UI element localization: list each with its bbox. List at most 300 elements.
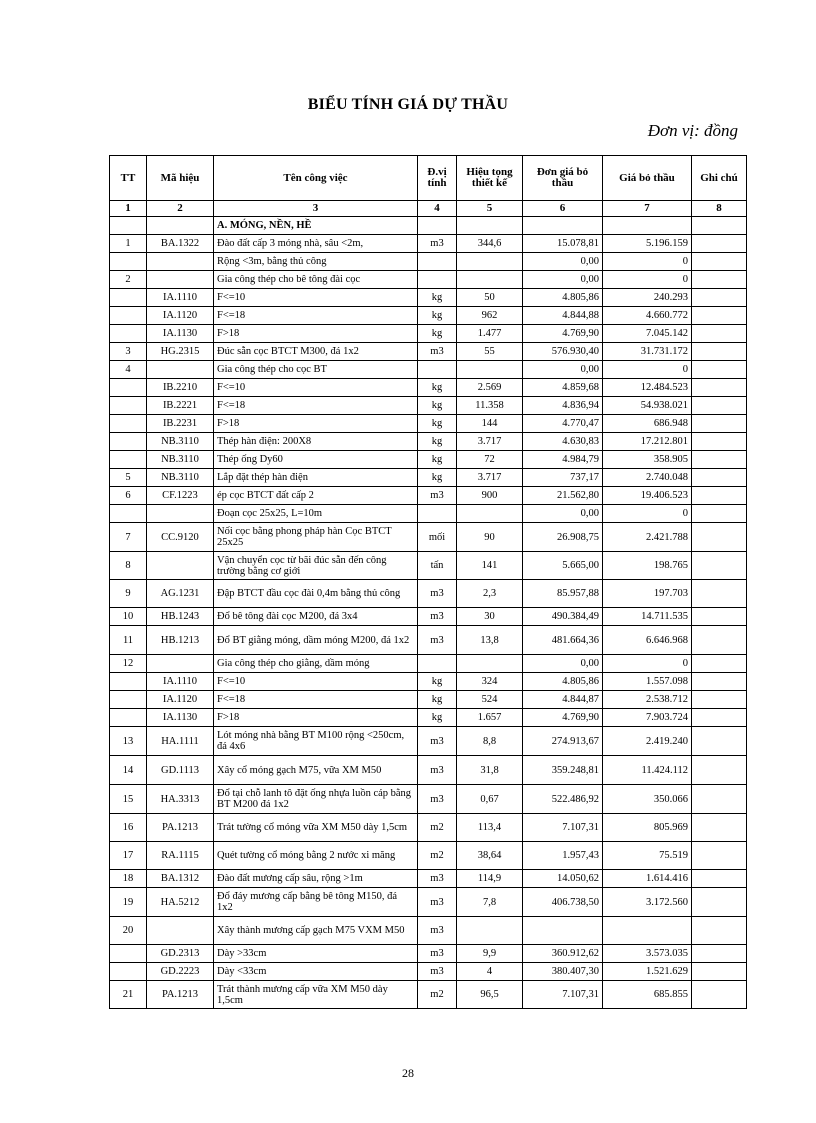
cell-gia-bo-thau: 14.711.535 (603, 608, 692, 626)
table-row (110, 451, 747, 469)
cell-ten-cong-viec: A. MÓNG, NỀN, HỀ (214, 217, 418, 235)
cell-tt (110, 415, 147, 433)
cell-dv-tinh (418, 505, 457, 523)
cell-ma-hieu: IA.1120 (147, 691, 214, 709)
cell-gia-bo-thau (603, 217, 692, 235)
cell-dv-tinh: kg (418, 415, 457, 433)
cell-gia-bo-thau: 11.424.112 (603, 756, 692, 785)
cell-ma-hieu (147, 361, 214, 379)
cell-ma-hieu: HB.1243 (147, 608, 214, 626)
cell-hieu-tong (457, 271, 523, 289)
cell-ma-hieu: IA.1130 (147, 325, 214, 343)
cell-ghi-chu (692, 945, 747, 963)
cell-dv-tinh: kg (418, 691, 457, 709)
cell-don-gia: 0,00 (523, 655, 603, 673)
cell-dv-tinh: m3 (418, 785, 457, 814)
cell-gia-bo-thau: 5.196.159 (603, 235, 692, 253)
cell-ten-cong-viec: F>18 (214, 415, 418, 433)
cell-tt: 7 (110, 523, 147, 552)
cell-ten-cong-viec: Đổ đáy mương cấp bằng bê tông M150, đá 1x2 (214, 888, 418, 917)
table-row (110, 655, 747, 673)
table-row (110, 325, 747, 343)
cell-ten-cong-viec: F<=10 (214, 673, 418, 691)
cell-dv-tinh (418, 361, 457, 379)
cell-ten-cong-viec: Đúc sẵn cọc BTCT M300, đá 1x2 (214, 343, 418, 361)
cell-gia-bo-thau: 1.521.629 (603, 963, 692, 981)
cell-ma-hieu: IB.2210 (147, 379, 214, 397)
cell-don-gia: 406.738,50 (523, 888, 603, 917)
table-row (110, 343, 747, 361)
cell-hieu-tong: 50 (457, 289, 523, 307)
cell-tt: 21 (110, 981, 147, 1009)
cell-hieu-tong: 114,9 (457, 870, 523, 888)
cell-don-gia: 4.844,88 (523, 307, 603, 325)
cell-ten-cong-viec: F<=18 (214, 397, 418, 415)
cell-ghi-chu (692, 756, 747, 785)
cell-ghi-chu (692, 655, 747, 673)
header-gia-bo-thau: Giá bỏ thầu (603, 156, 692, 201)
cell-gia-bo-thau (603, 917, 692, 945)
cell-hieu-tong: 1.657 (457, 709, 523, 727)
cell-hieu-tong (457, 253, 523, 271)
column-number-row (110, 201, 747, 217)
cell-ghi-chu (692, 552, 747, 580)
cell-ghi-chu (692, 842, 747, 870)
column-number: 5 (457, 201, 523, 217)
header-hieu-tong: Hiệu tọng thiết kế (457, 156, 523, 201)
cell-ten-cong-viec: Dày >33cm (214, 945, 418, 963)
cell-ten-cong-viec: F<=18 (214, 307, 418, 325)
cell-ghi-chu (692, 397, 747, 415)
cell-don-gia: 274.913,67 (523, 727, 603, 756)
cell-ma-hieu: BA.1312 (147, 870, 214, 888)
cell-ghi-chu (692, 523, 747, 552)
page-number: 28 (402, 1066, 414, 1080)
cell-ghi-chu (692, 626, 747, 655)
cell-ten-cong-viec: Xây cổ móng gạch M75, vữa XM M50 (214, 756, 418, 785)
cell-don-gia: 4.769,90 (523, 325, 603, 343)
cell-hieu-tong: 4 (457, 963, 523, 981)
table-row (110, 433, 747, 451)
page-title: BIỂU TÍNH GIÁ DỰ THẦU (307, 96, 509, 113)
cell-tt (110, 289, 147, 307)
cell-hieu-tong: 7,8 (457, 888, 523, 917)
cell-gia-bo-thau: 685.855 (603, 981, 692, 1009)
table-row (110, 505, 747, 523)
cell-hieu-tong: 3.717 (457, 469, 523, 487)
cell-don-gia: 737,17 (523, 469, 603, 487)
cell-ghi-chu (692, 379, 747, 397)
cell-gia-bo-thau: 7.903.724 (603, 709, 692, 727)
cell-ghi-chu (692, 361, 747, 379)
table-row (110, 415, 747, 433)
cell-tt (110, 945, 147, 963)
cell-tt (110, 505, 147, 523)
cell-ten-cong-viec: F<=10 (214, 379, 418, 397)
cell-tt: 13 (110, 727, 147, 756)
cell-ghi-chu (692, 307, 747, 325)
cell-tt: 16 (110, 814, 147, 842)
cell-dv-tinh: m3 (418, 727, 457, 756)
table-row (110, 917, 747, 945)
currency-unit: Đơn vị: đồng (647, 121, 738, 140)
cell-ten-cong-viec: Lắp đặt thép hàn điện (214, 469, 418, 487)
header-don-gia: Đơn giá bỏ thầu (523, 156, 603, 201)
cell-dv-tinh (418, 253, 457, 271)
cell-gia-bo-thau: 0 (603, 505, 692, 523)
cell-ghi-chu (692, 691, 747, 709)
cell-dv-tinh: m3 (418, 870, 457, 888)
cell-don-gia: 15.078,81 (523, 235, 603, 253)
cell-hieu-tong: 962 (457, 307, 523, 325)
cell-hieu-tong (457, 361, 523, 379)
cell-don-gia: 5.665,00 (523, 552, 603, 580)
cell-ghi-chu (692, 727, 747, 756)
cell-ghi-chu (692, 253, 747, 271)
cell-hieu-tong: 96,5 (457, 981, 523, 1009)
cell-ten-cong-viec: Thép ống Dy60 (214, 451, 418, 469)
table-row (110, 523, 747, 552)
cell-hieu-tong: 2.569 (457, 379, 523, 397)
cell-ten-cong-viec: Lót móng nhà bằng BT M100 rộng <250cm, đá 4x6 (214, 727, 418, 756)
cell-tt: 17 (110, 842, 147, 870)
cell-hieu-tong: 90 (457, 523, 523, 552)
cell-ten-cong-viec: Đổ BT giằng móng, dầm móng M200, đá 1x2 (214, 626, 418, 655)
cell-tt: 8 (110, 552, 147, 580)
cell-don-gia: 7.107,31 (523, 814, 603, 842)
table-row (110, 785, 747, 814)
cell-dv-tinh: kg (418, 451, 457, 469)
cell-don-gia: 4.859,68 (523, 379, 603, 397)
cell-hieu-tong: 524 (457, 691, 523, 709)
cell-don-gia: 380.407,30 (523, 963, 603, 981)
table-row (110, 580, 747, 608)
cell-gia-bo-thau: 0 (603, 271, 692, 289)
cell-hieu-tong: 30 (457, 608, 523, 626)
header-dv-tinh: Đ.vị tính (418, 156, 457, 201)
table-row (110, 379, 747, 397)
cell-tt: 20 (110, 917, 147, 945)
cell-don-gia: 0,00 (523, 361, 603, 379)
cell-hieu-tong: 2,3 (457, 580, 523, 608)
cell-don-gia: 0,00 (523, 505, 603, 523)
cell-dv-tinh: m3 (418, 235, 457, 253)
cell-gia-bo-thau: 75.519 (603, 842, 692, 870)
table-row (110, 469, 747, 487)
cell-tt (110, 451, 147, 469)
cell-don-gia: 4.769,90 (523, 709, 603, 727)
cell-ma-hieu (147, 552, 214, 580)
cell-don-gia (523, 917, 603, 945)
cell-hieu-tong: 9,9 (457, 945, 523, 963)
cell-dv-tinh: kg (418, 673, 457, 691)
cell-gia-bo-thau: 2.538.712 (603, 691, 692, 709)
cell-tt (110, 307, 147, 325)
table-row (110, 981, 747, 1009)
table-row (110, 626, 747, 655)
cell-tt (110, 691, 147, 709)
cell-ma-hieu: IB.2231 (147, 415, 214, 433)
cell-tt: 14 (110, 756, 147, 785)
table-row (110, 842, 747, 870)
table-row (110, 608, 747, 626)
cell-ten-cong-viec: Đào đất cấp 3 móng nhà, sâu <2m, (214, 235, 418, 253)
cell-ma-hieu: NB.3110 (147, 451, 214, 469)
cell-ma-hieu: HB.1213 (147, 626, 214, 655)
cell-dv-tinh: m3 (418, 580, 457, 608)
table-row (110, 271, 747, 289)
cell-gia-bo-thau: 686.948 (603, 415, 692, 433)
cell-don-gia: 1.957,43 (523, 842, 603, 870)
cell-tt: 2 (110, 271, 147, 289)
cell-dv-tinh: m3 (418, 487, 457, 505)
cell-dv-tinh: kg (418, 379, 457, 397)
cell-gia-bo-thau: 2.419.240 (603, 727, 692, 756)
cell-gia-bo-thau: 12.484.523 (603, 379, 692, 397)
cell-ghi-chu (692, 415, 747, 433)
cell-tt (110, 433, 147, 451)
cell-gia-bo-thau: 17.212.801 (603, 433, 692, 451)
cell-ma-hieu: CC.9120 (147, 523, 214, 552)
column-number: 1 (110, 201, 147, 217)
cell-hieu-tong: 113,4 (457, 814, 523, 842)
cell-ten-cong-viec: Xây thành mương cấp gạch M75 VXM M50 (214, 917, 418, 945)
table-row (110, 307, 747, 325)
cell-hieu-tong (457, 917, 523, 945)
cell-dv-tinh: m3 (418, 608, 457, 626)
cell-dv-tinh: mối (418, 523, 457, 552)
cell-don-gia: 4.984,79 (523, 451, 603, 469)
cell-don-gia: 4.770,47 (523, 415, 603, 433)
cell-hieu-tong: 3.717 (457, 433, 523, 451)
cell-hieu-tong: 11.358 (457, 397, 523, 415)
cell-hieu-tong: 324 (457, 673, 523, 691)
cell-ten-cong-viec: Đổ bê tông đài cọc M200, đá 3x4 (214, 608, 418, 626)
cell-ma-hieu: IA.1120 (147, 307, 214, 325)
table-row (110, 235, 747, 253)
cell-gia-bo-thau: 805.969 (603, 814, 692, 842)
table-row (110, 691, 747, 709)
cell-tt (110, 379, 147, 397)
cell-ten-cong-viec: ép cọc BTCT đất cấp 2 (214, 487, 418, 505)
cell-gia-bo-thau: 1.614.416 (603, 870, 692, 888)
cell-dv-tinh: m2 (418, 981, 457, 1009)
cell-tt (110, 963, 147, 981)
cell-tt (110, 217, 147, 235)
column-number: 8 (692, 201, 747, 217)
cell-ten-cong-viec: F<=10 (214, 289, 418, 307)
cell-ma-hieu: RA.1115 (147, 842, 214, 870)
cell-dv-tinh: kg (418, 469, 457, 487)
cell-dv-tinh: m3 (418, 917, 457, 945)
cell-ma-hieu: IA.1110 (147, 289, 214, 307)
cell-gia-bo-thau: 3.172.560 (603, 888, 692, 917)
cell-dv-tinh: m3 (418, 343, 457, 361)
cell-hieu-tong: 144 (457, 415, 523, 433)
cell-hieu-tong: 900 (457, 487, 523, 505)
cell-ma-hieu: GD.1113 (147, 756, 214, 785)
cell-ghi-chu (692, 433, 747, 451)
cell-tt (110, 253, 147, 271)
cell-ma-hieu (147, 217, 214, 235)
cell-ten-cong-viec: Thép hàn điện: 200X8 (214, 433, 418, 451)
cell-ma-hieu: NB.3110 (147, 469, 214, 487)
cell-ghi-chu (692, 981, 747, 1009)
cell-ghi-chu (692, 217, 747, 235)
cell-ghi-chu (692, 487, 747, 505)
cell-don-gia: 490.384,49 (523, 608, 603, 626)
cell-gia-bo-thau: 0 (603, 361, 692, 379)
cell-ten-cong-viec: F>18 (214, 709, 418, 727)
cell-ghi-chu (692, 814, 747, 842)
cell-gia-bo-thau: 0 (603, 655, 692, 673)
cell-don-gia: 360.912,62 (523, 945, 603, 963)
cell-ten-cong-viec: Đập BTCT đầu cọc đài 0,4m bằng thủ công (214, 580, 418, 608)
cell-ma-hieu: BA.1322 (147, 235, 214, 253)
table-row (110, 888, 747, 917)
table-row (110, 397, 747, 415)
cell-gia-bo-thau: 54.938.021 (603, 397, 692, 415)
cell-gia-bo-thau: 198.765 (603, 552, 692, 580)
header-ten-cong-viec: Tên công việc (214, 156, 418, 201)
cell-gia-bo-thau: 240.293 (603, 289, 692, 307)
cell-don-gia: 4.805,86 (523, 673, 603, 691)
table-row (110, 673, 747, 691)
cell-gia-bo-thau: 1.557.098 (603, 673, 692, 691)
cell-ma-hieu: GD.2223 (147, 963, 214, 981)
cell-dv-tinh: kg (418, 325, 457, 343)
cell-ma-hieu: NB.3110 (147, 433, 214, 451)
header-ghi-chu: Ghi chú (692, 156, 747, 201)
cell-don-gia: 0,00 (523, 271, 603, 289)
cell-don-gia: 85.957,88 (523, 580, 603, 608)
cell-tt (110, 325, 147, 343)
cell-ten-cong-viec: Đổ tại chỗ lanh tô đặt ống nhựa luồn cáp bằng BT M200 đá 1x2 (214, 785, 418, 814)
cell-tt: 11 (110, 626, 147, 655)
cell-dv-tinh (418, 655, 457, 673)
column-number: 2 (147, 201, 214, 217)
table-row (110, 945, 747, 963)
cell-ghi-chu (692, 325, 747, 343)
cell-gia-bo-thau: 31.731.172 (603, 343, 692, 361)
cell-ma-hieu (147, 271, 214, 289)
cell-ma-hieu: HA.3313 (147, 785, 214, 814)
cell-gia-bo-thau: 0 (603, 253, 692, 271)
cell-ghi-chu (692, 289, 747, 307)
cell-gia-bo-thau: 2.740.048 (603, 469, 692, 487)
cell-ghi-chu (692, 709, 747, 727)
cell-ten-cong-viec: Đoạn cọc 25x25, L=10m (214, 505, 418, 523)
cell-ma-hieu: HA.1111 (147, 727, 214, 756)
cell-ten-cong-viec: Dày <33cm (214, 963, 418, 981)
cell-don-gia: 0,00 (523, 253, 603, 271)
cell-ma-hieu (147, 917, 214, 945)
cell-ten-cong-viec: F>18 (214, 325, 418, 343)
cell-dv-tinh: kg (418, 709, 457, 727)
cell-tt (110, 673, 147, 691)
cell-don-gia: 359.248,81 (523, 756, 603, 785)
table-row (110, 217, 747, 235)
cell-gia-bo-thau: 358.905 (603, 451, 692, 469)
cell-dv-tinh: kg (418, 289, 457, 307)
cell-tt: 4 (110, 361, 147, 379)
cell-ma-hieu: IA.1110 (147, 673, 214, 691)
cell-dv-tinh: m3 (418, 756, 457, 785)
cell-gia-bo-thau: 7.045.142 (603, 325, 692, 343)
cell-hieu-tong (457, 217, 523, 235)
cell-hieu-tong: 13,8 (457, 626, 523, 655)
cell-ten-cong-viec: Rộng <3m, bằng thủ công (214, 253, 418, 271)
cell-dv-tinh (418, 271, 457, 289)
cell-tt: 6 (110, 487, 147, 505)
cell-ghi-chu (692, 271, 747, 289)
cell-hieu-tong: 8,8 (457, 727, 523, 756)
cell-don-gia (523, 217, 603, 235)
cell-ten-cong-viec: Vận chuyển cọc từ bãi đúc sẵn đến công trường bằng cơ giới (214, 552, 418, 580)
cell-gia-bo-thau: 350.066 (603, 785, 692, 814)
table-body (110, 217, 747, 1009)
cell-don-gia: 7.107,31 (523, 981, 603, 1009)
table-row (110, 963, 747, 981)
table-row (110, 487, 747, 505)
cell-ten-cong-viec: Trát tường cổ móng vữa XM M50 dày 1,5cm (214, 814, 418, 842)
cell-ma-hieu: IB.2221 (147, 397, 214, 415)
table-row (110, 552, 747, 580)
header-tt: TT (110, 156, 147, 201)
cell-don-gia: 21.562,80 (523, 487, 603, 505)
cell-ma-hieu (147, 655, 214, 673)
cell-don-gia: 26.908,75 (523, 523, 603, 552)
cell-ghi-chu (692, 469, 747, 487)
cell-ma-hieu (147, 505, 214, 523)
cell-ghi-chu (692, 580, 747, 608)
cell-hieu-tong: 38,64 (457, 842, 523, 870)
cell-tt: 10 (110, 608, 147, 626)
cell-hieu-tong: 55 (457, 343, 523, 361)
cell-dv-tinh: tấn (418, 552, 457, 580)
cell-hieu-tong: 141 (457, 552, 523, 580)
cell-dv-tinh: kg (418, 307, 457, 325)
cell-don-gia: 4.630,83 (523, 433, 603, 451)
cell-gia-bo-thau: 6.646.968 (603, 626, 692, 655)
cell-ghi-chu (692, 963, 747, 981)
cell-don-gia: 4.836,94 (523, 397, 603, 415)
cell-tt: 15 (110, 785, 147, 814)
cell-dv-tinh: m3 (418, 626, 457, 655)
cell-ten-cong-viec: F<=18 (214, 691, 418, 709)
cell-ghi-chu (692, 673, 747, 691)
cell-ghi-chu (692, 235, 747, 253)
cell-dv-tinh (418, 217, 457, 235)
table-row (110, 814, 747, 842)
cell-gia-bo-thau: 2.421.788 (603, 523, 692, 552)
table-header-row (110, 156, 747, 201)
header-ma-hieu: Mã hiệu (147, 156, 214, 201)
cell-ma-hieu: CF.1223 (147, 487, 214, 505)
cell-ten-cong-viec: Gia công thép cho giằng, dầm móng (214, 655, 418, 673)
table-row (110, 727, 747, 756)
cell-ten-cong-viec: Quét tường cổ móng bằng 2 nước xi măng (214, 842, 418, 870)
table-row (110, 870, 747, 888)
cell-gia-bo-thau: 4.660.772 (603, 307, 692, 325)
cell-ten-cong-viec: Gia công thép cho cọc BT (214, 361, 418, 379)
cell-tt: 18 (110, 870, 147, 888)
cell-tt: 1 (110, 235, 147, 253)
cell-hieu-tong: 72 (457, 451, 523, 469)
cell-dv-tinh: m3 (418, 888, 457, 917)
cell-ten-cong-viec: Nối cọc bằng phong pháp hàn Cọc BTCT 25x25 (214, 523, 418, 552)
cell-ghi-chu (692, 870, 747, 888)
